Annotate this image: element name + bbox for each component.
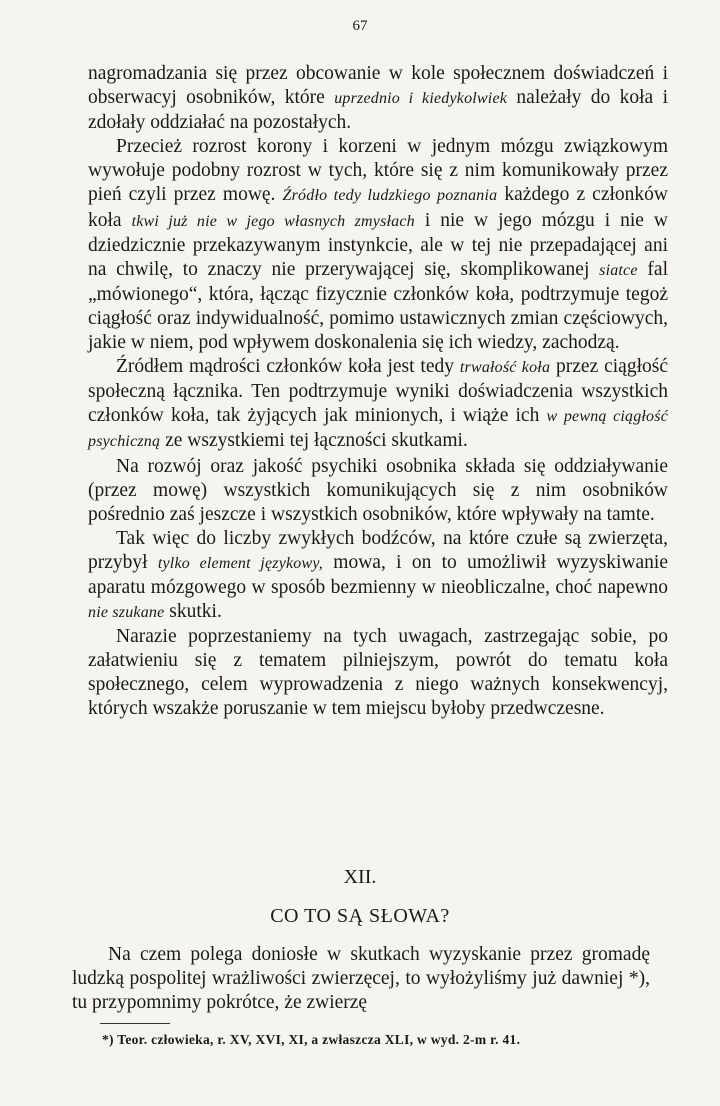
text-run: przez ciągłość społeczną łącznika. Ten podtrzymuje wyniki doświadczenia wszystkich członków koła, tak żyjących jak minionych, i wiąże ich	[88, 356, 668, 427]
text-run: skutki.	[164, 601, 222, 623]
text-run: fal „mówionego“, która, łącząc fizycznie członków koła, podtrzymuje tegoż ciągłość oraz indywidualność, pomimo ustawicznych zmian częściowych, jakie w niem, pod wpływem doskonalenia się ich wiedzy, zachodzą.	[88, 258, 668, 354]
footnote-divider	[100, 1023, 170, 1024]
text-run: ze wszystkiemi tej łączności skutkami.	[160, 430, 468, 452]
text-run: należały do koła i zdołały oddziałać na pozostałych.	[88, 87, 668, 134]
paragraph	[88, 135, 668, 355]
chapter-paragraph: Na czem polega doniosłe w skutkach wyzyskanie przez gromadę ludzką pospolitej wrażliwości zwierzęcej, to wyłożyliśmy już dawniej *), tu przypomnimy pokrótce, że zwierzę	[72, 944, 650, 1014]
italic-phrase: w pewną ciągłość psychiczną	[88, 408, 668, 451]
text-run: każdego z członków koła	[88, 184, 668, 231]
page-number: 67	[352, 18, 368, 34]
paragraph	[88, 527, 668, 625]
text-run: mowa, i on to umożliwił wyzyskiwanie aparatu mózgowego w sposób bezmienny w nieobliczalne, choć napewno	[88, 551, 669, 598]
italic-phrase: siatce	[599, 261, 638, 279]
text-run: Narazie poprzestaniemy na tych uwagach, zastrzegając sobie, po załatwieniu się z tematem pilniejszym, powrót do tematu koła społecznego, celem wyprowadzenia z niego ważnych konsekwencyj, których wszakże poruszanie w tem miejscu byłoby przedwczesne.	[88, 626, 668, 720]
italic-phrase: nie szukane	[88, 604, 165, 622]
italic-phrase: tkwi już nie w jego własnych zmysłach	[131, 212, 415, 230]
text-run: Tak więc do liczby zwykłych bodźców, na które czułe są zwierzęta, przybył	[88, 527, 668, 573]
chapter-title: CO TO SĄ SŁOWA?	[270, 905, 450, 927]
text-run: Przecież rozrost korony i korzeni w jednym mózgu związkowym wywołuje podobny rozrost w tych, które się z nim komunikowały przez pień czyli przez mowę.	[88, 136, 668, 206]
text-run: Na rozwój oraz jakość psychiki osobnika składa się oddziaływanie (przez mowę) wszystkich komunikujących się z nim osobników pośrednio zaś jeszcze i wszystkich osobników, które wpływały na tamte.	[88, 455, 668, 525]
footnote: *) Teor. człowieka, r. XV, XVI, XI, a zwłaszcza XLI, w wyd. 2-m r. 41.	[102, 1032, 521, 1047]
body-text	[88, 62, 668, 722]
text-run: nagromadzania się przez obcowanie w kole społecznem doświadczeń i obserwacyj osobników, które	[88, 63, 668, 109]
paragraph	[88, 455, 668, 527]
text-run: i nie w jego mózgu i nie w dziedzicznie przekazywanym instynkcie, ale w tej nie przepadającej ani na chwilę, to znaczy nie przerywającej się, skomplikowanej	[88, 209, 668, 280]
paragraph	[88, 625, 668, 721]
chapter-text-block	[72, 943, 650, 1015]
italic-phrase: Źródło tedy ludzkiego poznania	[282, 187, 498, 205]
italic-phrase: uprzednio i kiedykolwiek	[334, 90, 508, 108]
paragraph	[88, 355, 668, 454]
text-run: Źródłem mądrości członków koła jest tedy	[116, 356, 460, 378]
italic-phrase: tylko element językowy,	[157, 554, 324, 572]
paragraph	[88, 62, 668, 135]
chapter-number: XII.	[343, 866, 377, 888]
italic-phrase: trwałość koła	[459, 359, 551, 377]
